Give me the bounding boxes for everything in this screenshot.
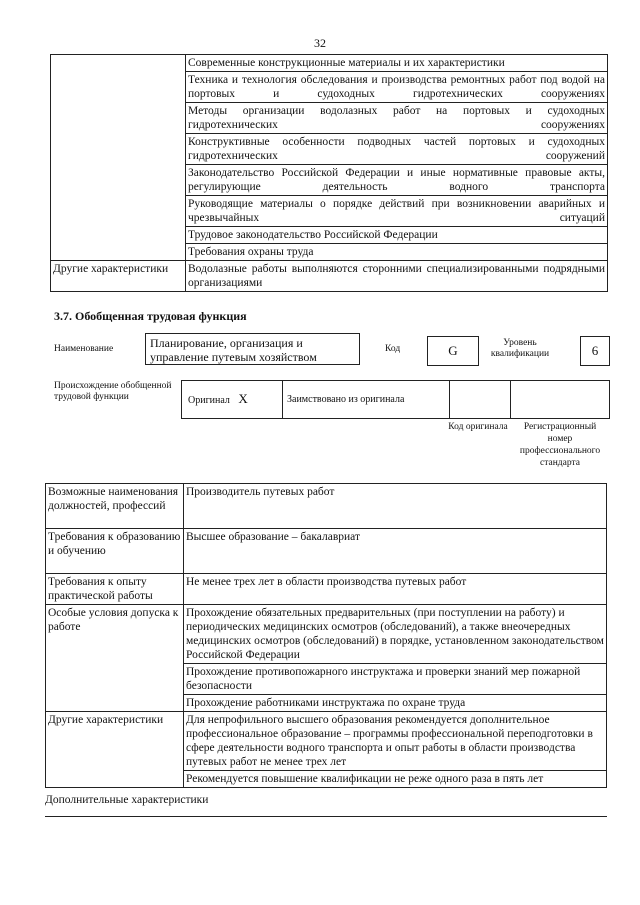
knowledge-item: Техника и технология обследования и производства ремонтных работ под водой на портовых и судоходных гидротехнических сооружениях bbox=[186, 72, 608, 103]
detail-label: Требования к опыту практической работы bbox=[46, 574, 184, 605]
reg-number-cell bbox=[511, 381, 610, 419]
reg-number-label: Регистрационный номер профессионального стандарта bbox=[519, 422, 601, 468]
detail-value: Прохождение противопожарного инструктажа и проверки знаний мер пожарной безопасности bbox=[184, 664, 607, 695]
additional-heading: Дополнительные характеристики bbox=[45, 794, 209, 806]
detail-label: Другие характеристики bbox=[46, 712, 184, 788]
level-value-box: 6 bbox=[580, 336, 610, 366]
other-characteristics-label: Другие характеристики bbox=[51, 261, 186, 292]
level-label: Уровень квалификации bbox=[490, 338, 550, 359]
detail-value: Для непрофильного высшего образования рекомендуется дополнительное профессиональное образование – программы профессиональной переподготовки в сфере деятельности водного транспорта и опыт работы в области производства путевых работ не менее трех лет bbox=[184, 712, 607, 771]
borrowed-label: Заимствовано из оригинала bbox=[283, 381, 450, 419]
detail-value: Не менее трех лет в области производства путевых работ bbox=[184, 574, 607, 605]
detail-value: Высшее образование – бакалавриат bbox=[184, 529, 607, 574]
detail-value: Прохождение работниками инструктажа по охране труда bbox=[184, 695, 607, 712]
detail-value: Производитель путевых работ bbox=[184, 484, 607, 529]
original-label: Оригинал bbox=[188, 394, 230, 406]
detail-label: Особые условия допуска к работе bbox=[46, 605, 184, 712]
knowledge-item: Трудовое законодательство Российской Федерации bbox=[186, 227, 608, 244]
detail-label: Требования к образованию и обучению bbox=[46, 529, 184, 574]
empty-label-cell bbox=[51, 55, 186, 261]
original-cell bbox=[182, 381, 283, 419]
code-original-label: Код оригинала bbox=[448, 422, 508, 432]
name-label: Наименование bbox=[54, 344, 114, 354]
origin-label: Происхождение обобщенной трудовой функции bbox=[54, 381, 172, 402]
detail-value: Прохождение обязательных предварительных (при поступлении на работу) и периодических медицинских осмотров (обследований), а также внеочередных медицинских осмотров (обследований) в порядке, установленном законодательством Российской Федерации bbox=[184, 605, 607, 664]
knowledge-item: Законодательство Российской Федерации и иные нормативные правовые акты, регулирующие деятельность водного транспорта bbox=[186, 165, 608, 196]
divider bbox=[45, 816, 607, 817]
function-name-box: Планирование, организация и управление путевым хозяйством bbox=[145, 333, 360, 365]
code-original-cell bbox=[450, 381, 511, 419]
code-value-box: G bbox=[427, 336, 479, 366]
knowledge-item: Современные конструкционные материалы и их характеристики bbox=[186, 55, 608, 72]
page-number: 32 bbox=[314, 36, 326, 50]
knowledge-item: Методы организации водолазных работ на портовых и судоходных гидротехнических сооружениях bbox=[186, 103, 608, 134]
detail-value: Рекомендуется повышение квалификации не реже одного раза в пять лет bbox=[184, 771, 607, 788]
section-heading: 3.7. Обобщенная трудовая функция bbox=[54, 309, 247, 323]
detail-label: Возможные наименования должностей, профессий bbox=[46, 484, 184, 529]
knowledge-table bbox=[50, 54, 608, 292]
knowledge-item: Руководящие материалы о порядке действий при возникновении аварийных и чрезвычайных ситуаций bbox=[186, 196, 608, 227]
knowledge-item: Конструктивные особенности подводных частей портовых и судоходных гидротехнических сооружений bbox=[186, 134, 608, 165]
knowledge-item: Требования охраны труда bbox=[186, 244, 608, 261]
details-table bbox=[45, 483, 607, 788]
other-characteristics-value: Водолазные работы выполняются сторонними специализированными подрядными организациями bbox=[186, 261, 608, 292]
original-mark: X bbox=[238, 390, 248, 406]
code-label: Код bbox=[385, 344, 401, 354]
origin-table bbox=[181, 380, 610, 419]
